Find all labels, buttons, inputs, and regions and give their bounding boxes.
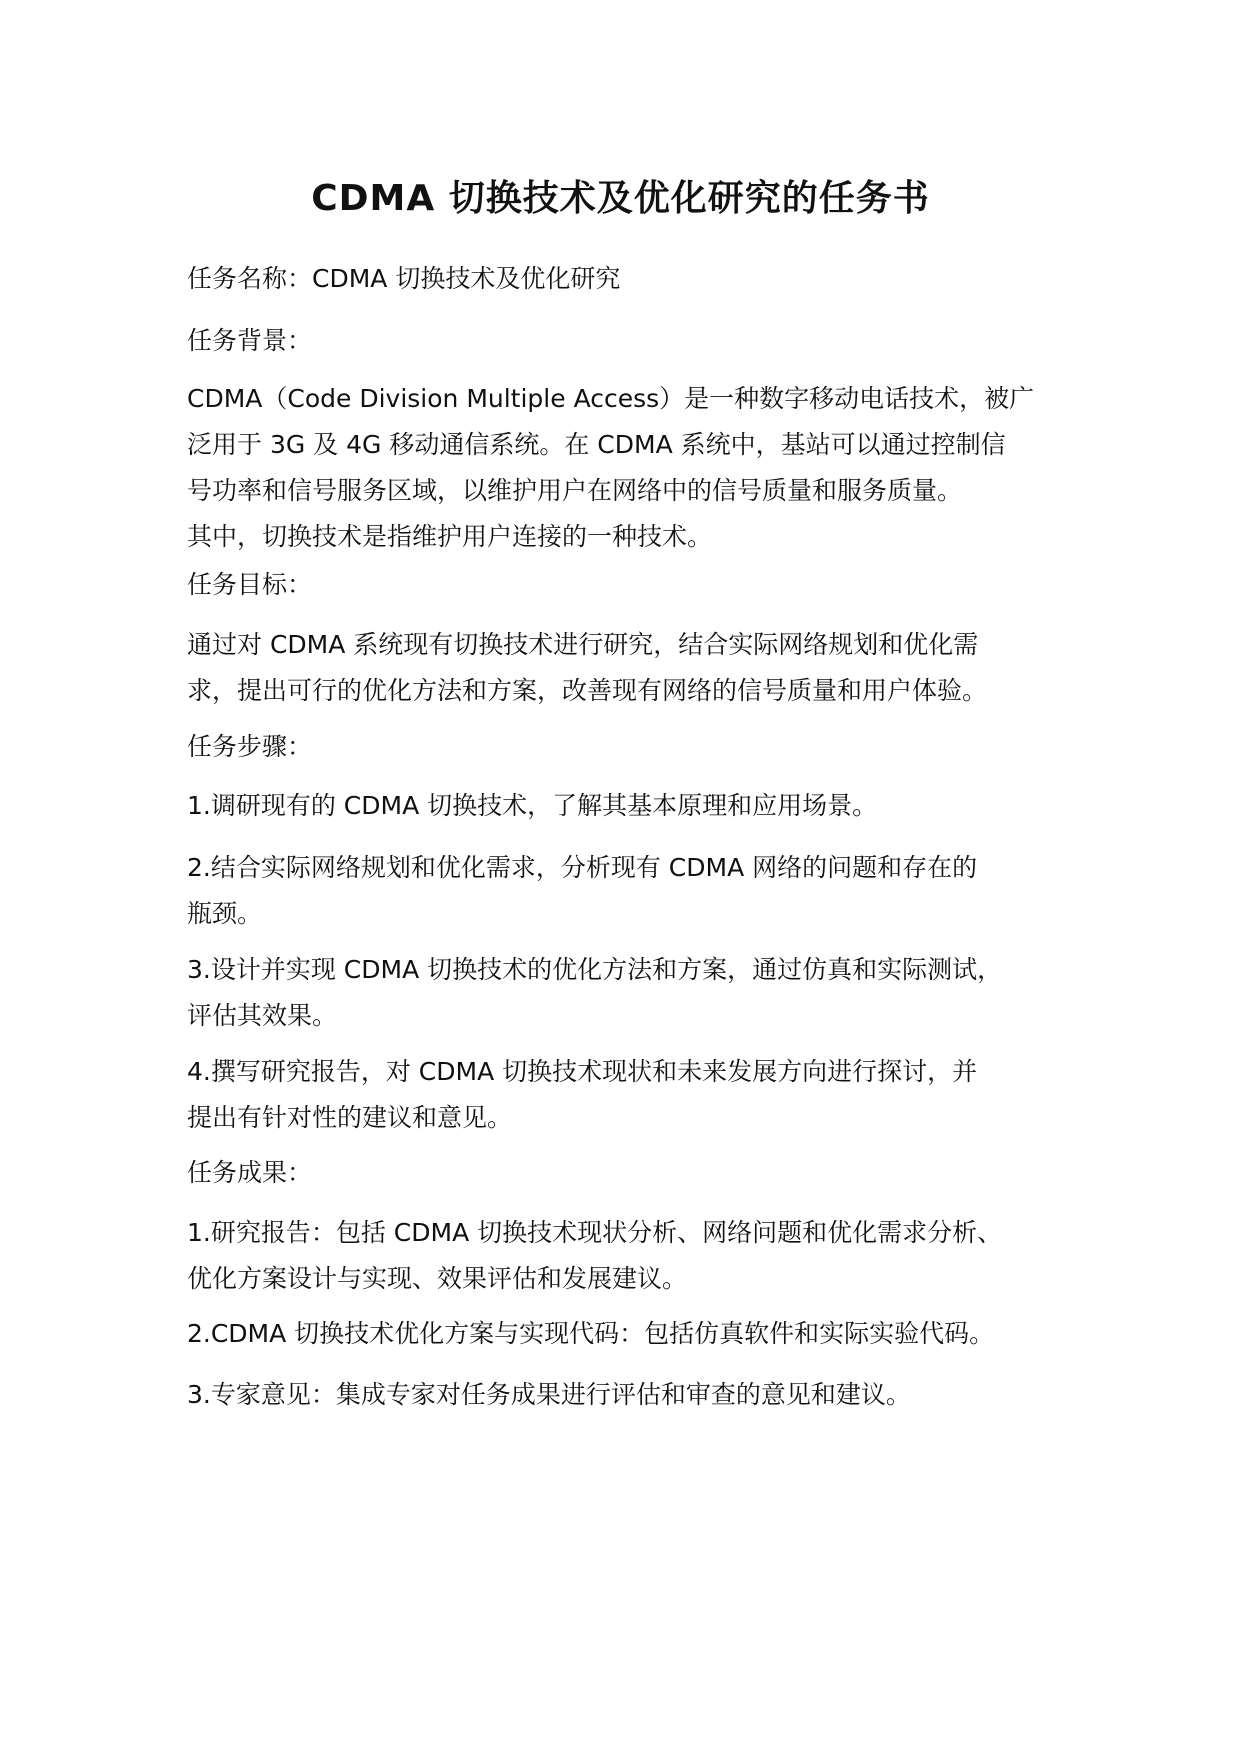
goal-paragraph (187, 622, 1087, 714)
background-line: CDMA（Code Division Multiple Access）是一种数字移动电话技术，被广 (187, 384, 1035, 413)
step-item-4 (187, 1049, 1087, 1141)
step-line: 4.撰写研究报告，对 CDMA 切换技术现状和未来发展方向进行探讨，并 (187, 1057, 978, 1086)
steps-heading: 任务步骤： (187, 732, 313, 761)
step-line: 3.设计并实现 CDMA 切换技术的优化方法和方案，通过仿真和实际测试， (187, 955, 1003, 984)
result-line: 1.研究报告：包括 CDMA 切换技术现状分析、网络问题和优化需求分析、 (187, 1218, 1003, 1247)
result-item-1 (187, 1210, 1087, 1302)
step-item-2 (187, 845, 1087, 937)
task-name-line: 任务名称：CDMA 切换技术及优化研究 (187, 264, 621, 293)
step-item-3 (187, 947, 1087, 1039)
background-line: 号功率和信号服务区域，以维护用户在网络中的信号质量和服务质量。 (187, 476, 963, 505)
document-title: CDMA 切换技术及优化研究的任务书 (311, 178, 930, 219)
goal-heading: 任务目标： (187, 570, 313, 599)
goal-line: 求，提出可行的优化方法和方案，改善现有网络的信号质量和用户体验。 (187, 676, 988, 705)
background-line: 泛用于 3G 及 4G 移动通信系统。在 CDMA 系统中，基站可以通过控制信 (187, 430, 1006, 459)
background-line: 其中，切换技术是指维护用户连接的一种技术。 (187, 522, 713, 551)
step-line: 提出有针对性的建议和意见。 (187, 1103, 513, 1132)
background-paragraph (187, 376, 1087, 560)
step-line: 评估其效果。 (187, 1001, 338, 1030)
result-line: 3.专家意见：集成专家对任务成果进行评估和审查的意见和建议。 (187, 1380, 911, 1409)
background-heading: 任务背景： (187, 326, 313, 355)
step-line: 2.结合实际网络规划和优化需求，分析现有 CDMA 网络的问题和存在的 (187, 853, 978, 882)
results-heading: 任务成果： (187, 1158, 313, 1187)
result-line: 2.CDMA 切换技术优化方案与实现代码：包括仿真软件和实际实验代码。 (187, 1319, 995, 1348)
step-item-1 (187, 783, 1087, 829)
step-line: 1.调研现有的 CDMA 切换技术，了解其基本原理和应用场景。 (187, 791, 878, 820)
result-item-2 (187, 1311, 1087, 1357)
result-line: 优化方案设计与实现、效果评估和发展建议。 (187, 1264, 688, 1293)
result-item-3 (187, 1372, 1087, 1418)
goal-line: 通过对 CDMA 系统现有切换技术进行研究，结合实际网络规划和优化需 (187, 630, 979, 659)
step-line: 瓶颈。 (187, 899, 263, 928)
